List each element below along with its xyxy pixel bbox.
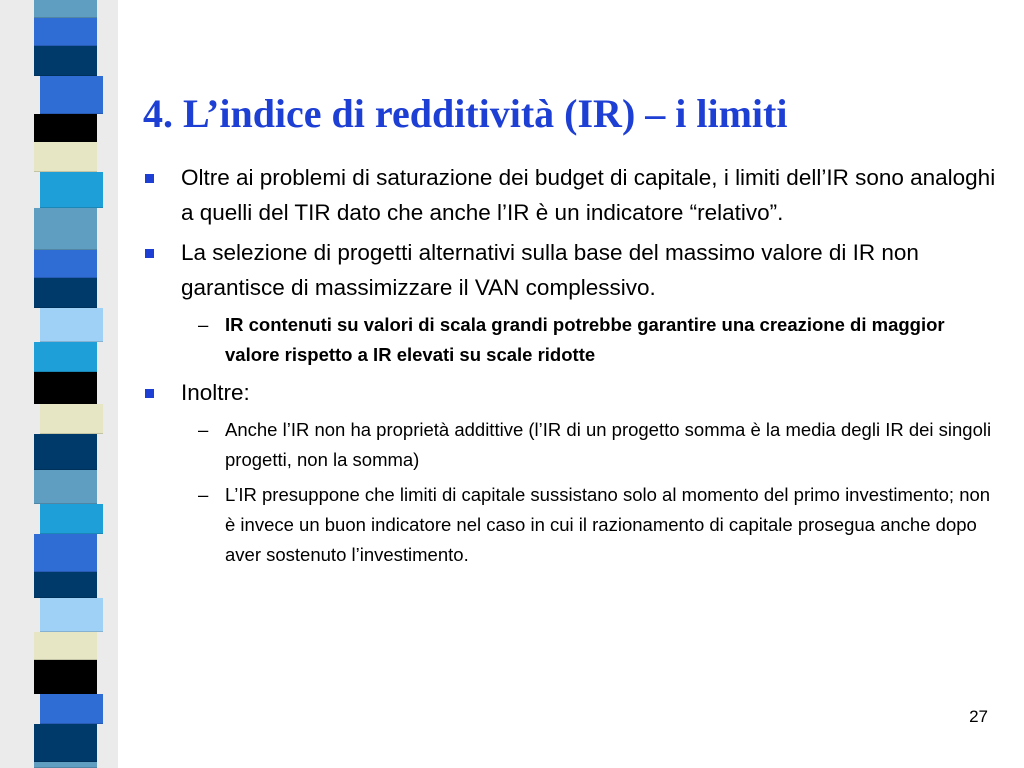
sub-bullet-item — [143, 480, 1003, 570]
slide-title: 4. L’indice di redditività (IR) – i limiti — [143, 91, 788, 136]
page-number: 27 — [969, 707, 988, 726]
stripe-segment — [34, 208, 97, 250]
slide-body — [143, 160, 1003, 575]
stripe-segment — [34, 278, 97, 308]
stripe-segment — [40, 598, 103, 632]
sub-bullet-item — [143, 310, 1003, 370]
stripe-segment — [34, 534, 97, 572]
stripe-segment — [34, 18, 97, 46]
stripe-segment — [34, 0, 97, 18]
dash-bullet-icon: – — [198, 484, 209, 505]
square-bullet-icon — [145, 249, 154, 258]
sub-bullet-text: IR contenuti su valori di scala grandi potrebbe garantire una creazione di maggior valore rispetto a IR elevati su scale ridotte — [225, 314, 945, 365]
bullet-item — [143, 235, 1003, 305]
dash-bullet-icon: – — [198, 419, 209, 440]
square-bullet-icon — [145, 389, 154, 398]
stripe-segment — [40, 76, 103, 114]
stripe-segment — [34, 342, 97, 372]
sub-bullet-text: Anche l’IR non ha proprietà addittive (l’IR di un progetto somma è la media degli IR dei singoli progetti, non la somma) — [225, 419, 992, 470]
bullet-text: Inoltre: — [181, 380, 250, 405]
bullet-item — [143, 375, 1003, 410]
stripe-segment — [34, 660, 97, 694]
dash-bullet-icon: – — [198, 314, 209, 335]
stripe-segment — [34, 632, 97, 660]
stripe-segment — [34, 762, 97, 768]
stripe-segment — [40, 504, 103, 534]
bullet-text: La selezione di progetti alternativi sulla base del massimo valore di IR non garantisce di massimizzare il VAN complessivo. — [181, 240, 919, 300]
stripe-segment — [34, 470, 97, 504]
stripe-segment — [34, 372, 97, 404]
decorative-sidebar — [0, 0, 118, 768]
stripe-segment — [40, 172, 103, 208]
bullet-text: Oltre ai problemi di saturazione dei budget di capitale, i limiti dell’IR sono analoghi a quelli del TIR dato che anche l’IR è un indicatore “relativo”. — [181, 165, 996, 225]
sub-bullet-item — [143, 415, 1003, 475]
stripe-segment — [34, 114, 97, 142]
bullet-item — [143, 160, 1003, 230]
stripe-segment — [40, 694, 103, 724]
stripe-segment — [34, 724, 97, 762]
sub-bullet-text: L’IR presuppone che limiti di capitale sussistano solo al momento del primo investimento; non è invece un buon indicatore nel caso in cui il razionamento di capitale prosegua anche dopo aver sostenuto l’investimento. — [225, 484, 991, 565]
stripe-segment — [40, 404, 103, 434]
stripe-segment — [40, 308, 103, 342]
stripe-segment — [34, 250, 97, 278]
stripe-segment — [34, 46, 97, 76]
stripe-segment — [34, 142, 97, 172]
stripe-segment — [34, 434, 97, 470]
stripe-segment — [34, 572, 97, 598]
square-bullet-icon — [145, 174, 154, 183]
decorative-stripe — [34, 0, 97, 768]
